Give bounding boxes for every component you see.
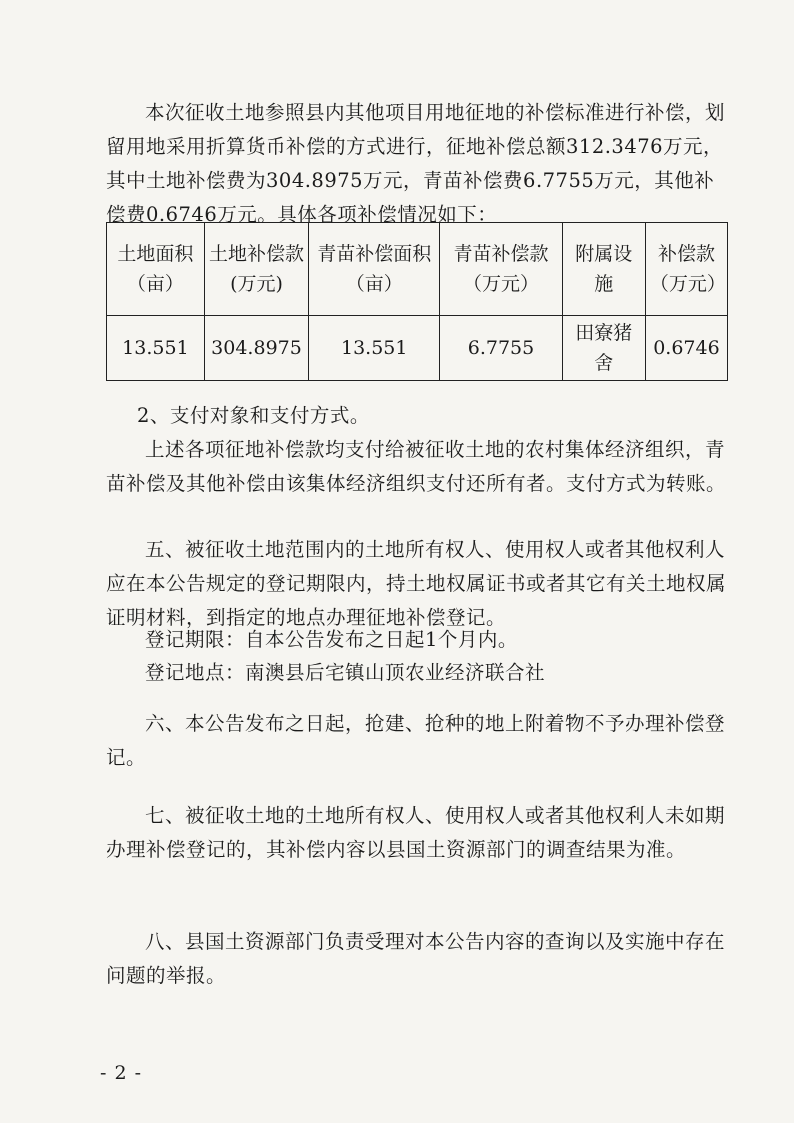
intro-paragraph: 本次征收土地参照县内其他项目用地征地的补偿标准进行补偿，划留用地采用折算货币补偿的方式进行，征地补偿总额312.3476万元，其中土地补偿费为304.8975万元，青苗补偿费6.7755万元，其他补偿费0.6746万元。具体各项补偿情况如下： [106, 101, 726, 226]
header-crop-area: 青苗补偿面积（亩） [309, 223, 440, 316]
section-2-body: 上述各项征地补偿款均支付给被征收土地的农村集体经济组织，青苗补偿及其他补偿由该集体经济组织支付还所有者。支付方式为转账。 [106, 438, 727, 495]
page-number: - 2 - [100, 1062, 143, 1084]
compensation-table [106, 222, 728, 381]
header-attached-facilities: 附属设施 [562, 223, 645, 316]
registration-period: 登记期限：自本公告发布之日起1个月内。 [145, 628, 518, 651]
section-8-body: 八、县国土资源部门负责受理对本公告内容的查询以及实施中存在问题的举报。 [106, 930, 726, 987]
header-crop-compensation: 青苗补偿款（万元） [440, 223, 562, 316]
section-7-body: 七、被征收土地的土地所有权人、使用权人或者其他权利人未如期办理补偿登记的，其补偿内容以县国土资源部门的调查结果为准。 [106, 804, 726, 861]
table-row [107, 316, 728, 381]
section-2-heading: 2、支付对象和支付方式。 [137, 404, 370, 427]
header-land-compensation: 土地补偿款(万元) [204, 223, 308, 316]
header-land-area: 土地面积（亩） [107, 223, 205, 316]
section-5-body: 五、被征收土地范围内的土地所有权人、使用权人或者其他权利人应在本公告规定的登记期限内，持土地权属证书或者其它有关土地权属证明材料，到指定的地点办理征地补偿登记。 [106, 538, 727, 629]
cell-attached-facilities: 田寮猪舍 [562, 316, 645, 381]
cell-land-area: 13.551 [107, 316, 205, 381]
registration-location: 登记地点：南澳县后宅镇山顶农业经济联合社 [145, 661, 546, 684]
table-header-row [107, 223, 728, 316]
cell-other-compensation: 0.6746 [645, 316, 727, 381]
cell-crop-area: 13.551 [309, 316, 440, 381]
cell-land-compensation: 304.8975 [204, 316, 308, 381]
section-6-body: 六、本公告发布之日起，抢建、抢种的地上附着物不予办理补偿登记。 [106, 712, 726, 769]
cell-crop-compensation: 6.7755 [440, 316, 562, 381]
header-other-compensation: 补偿款（万元） [645, 223, 727, 316]
